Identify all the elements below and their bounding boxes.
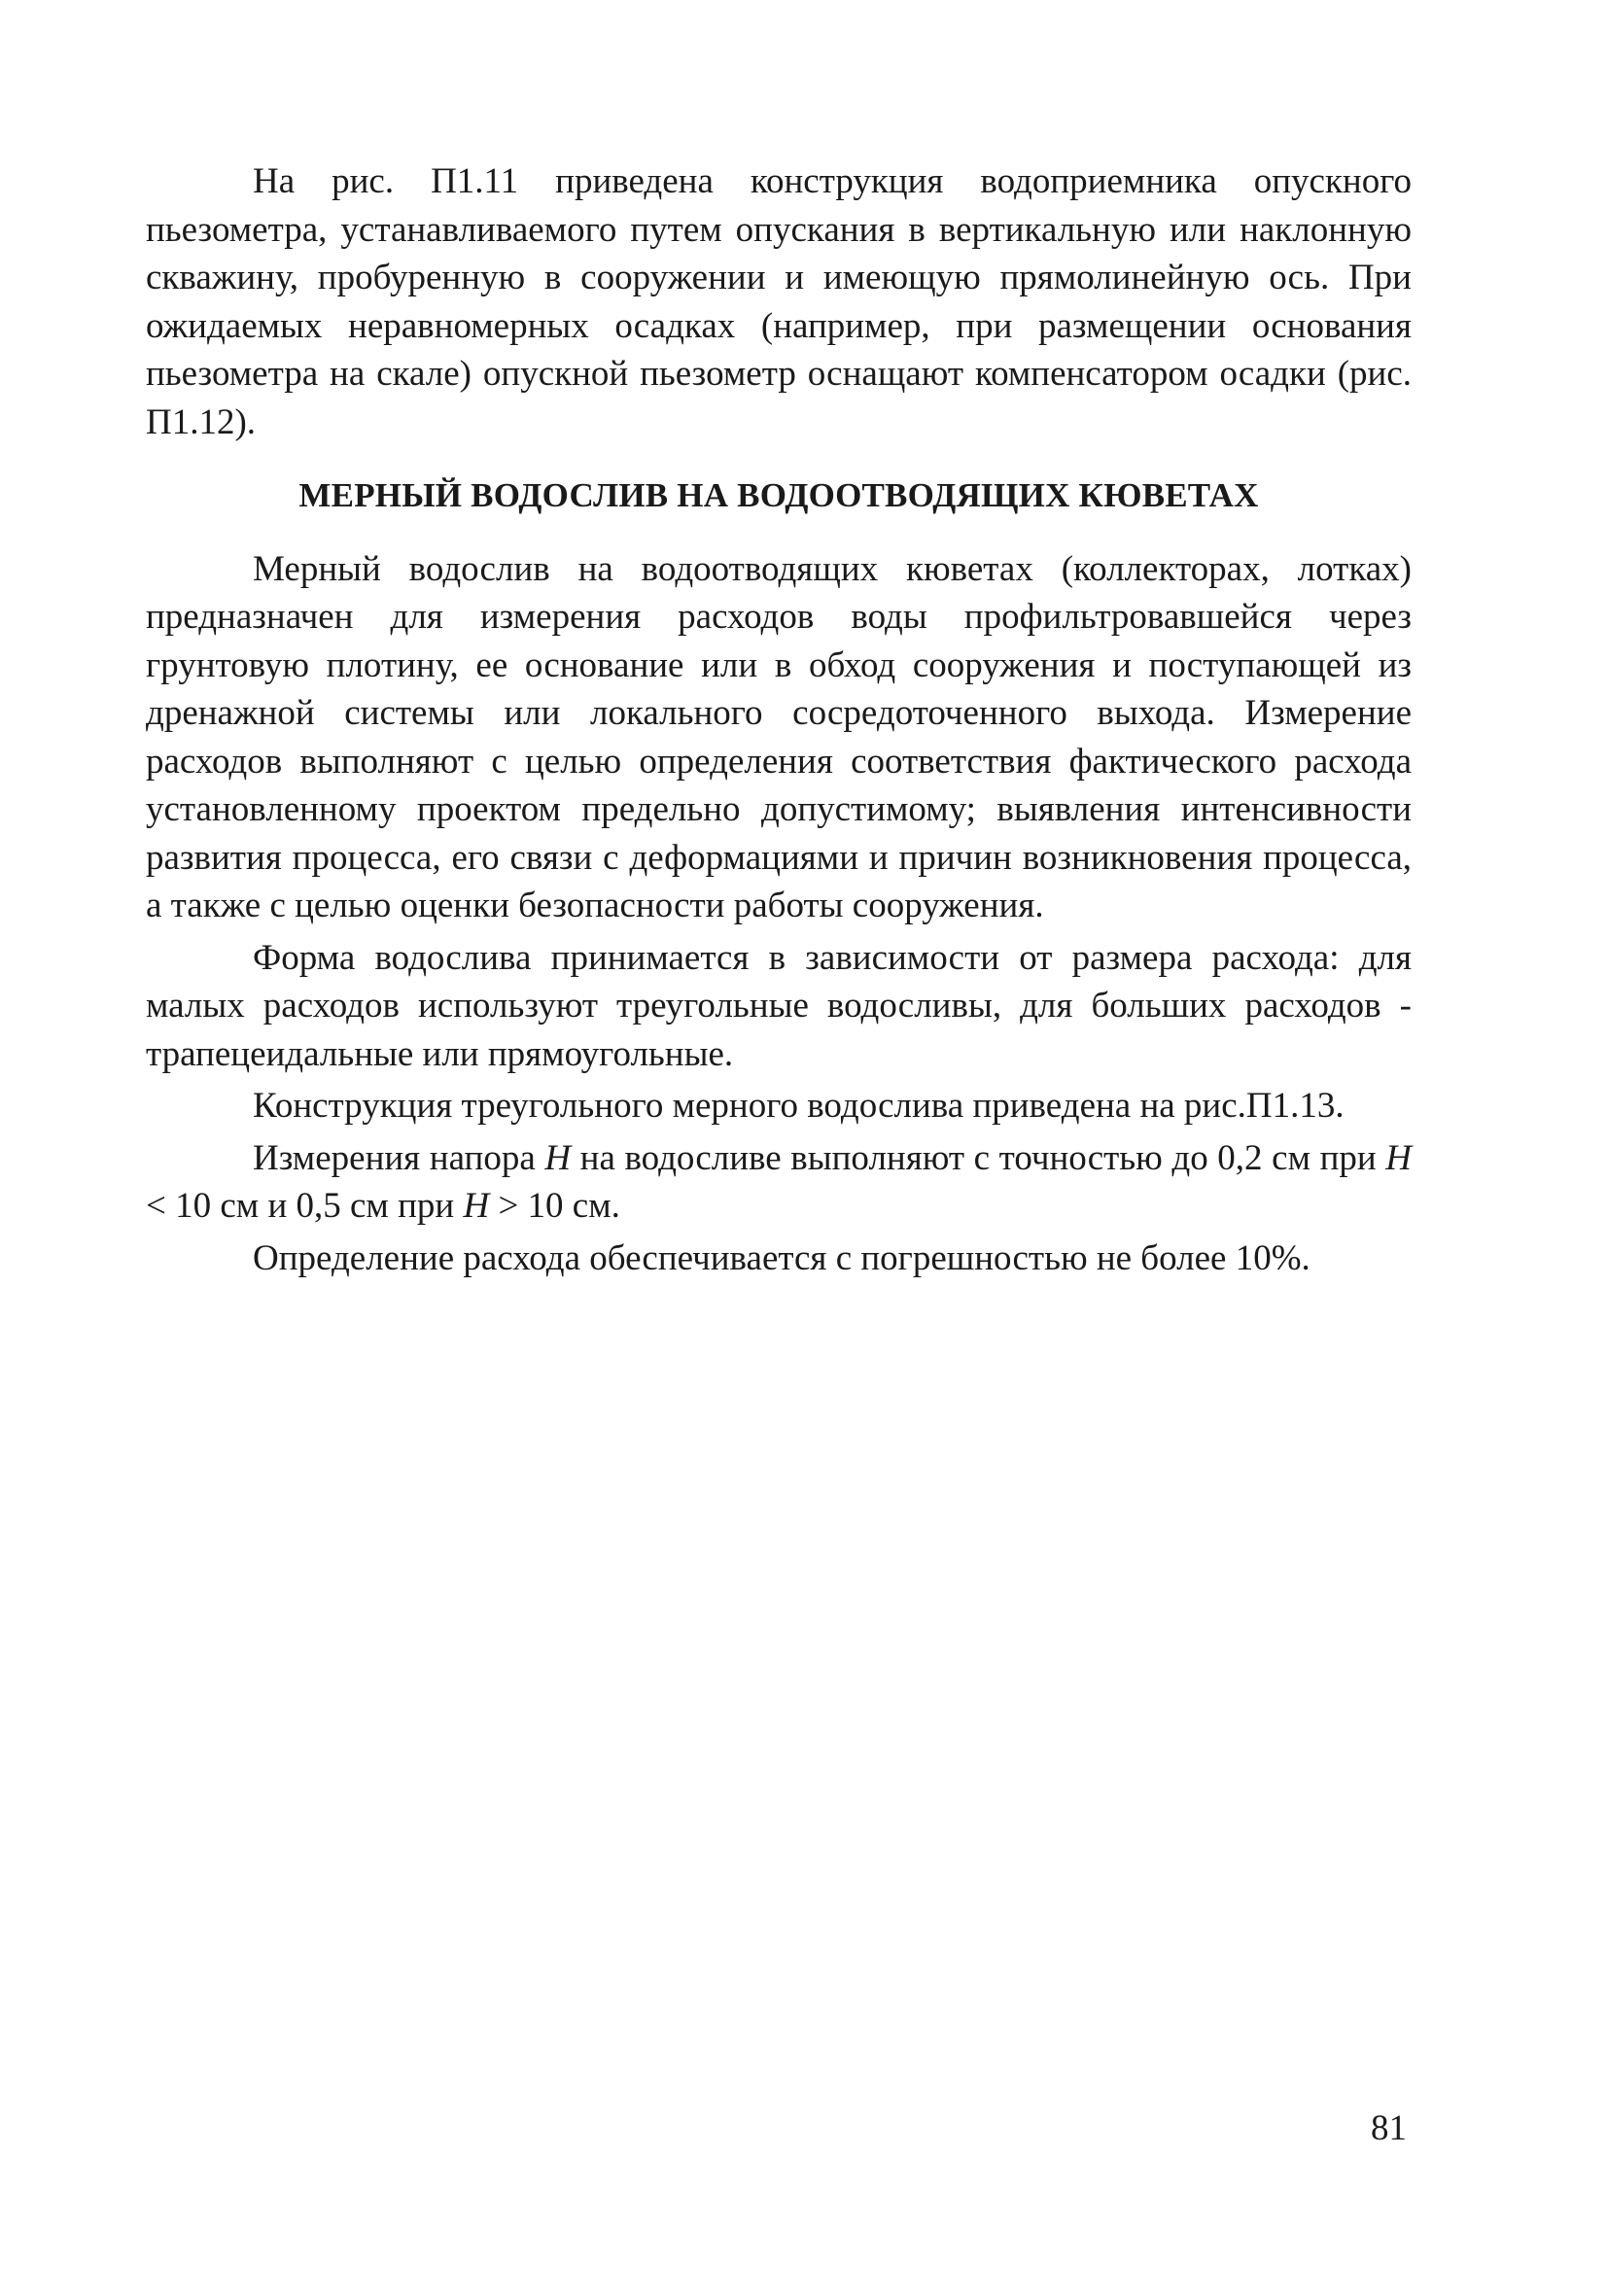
text-span: на водосливе выполняют с точностью до 0,2 см при xyxy=(571,1137,1386,1178)
head-accuracy-paragraph xyxy=(146,1134,1412,1231)
text-span: Измерения напора xyxy=(253,1137,545,1178)
document-page xyxy=(146,157,1412,1282)
text-span: < 10 см и 0,5 см при xyxy=(146,1186,464,1226)
body-paragraph: Форма водослива принимается в зависимости от размера расхода: для малых расходов используют треугольные водосливы, для больших расходов - трапецеидальные или прямоугольные. xyxy=(146,937,1412,1074)
page-number: 81 xyxy=(1371,2108,1407,2148)
body-paragraph: Конструкция треугольного мерного водослива приведена на рис.П1.13. xyxy=(253,1086,1345,1126)
body-paragraph: Мерный водослив на водоотводящих кюветах (коллекторах, лотках) предназначен для измерения расходов воды профильтровавшейся через грунтовую плотину, ее основание или в обход сооружения и поступающей из дренажной системы или локального сосредоточенного выхода. Измерение расходов выполняют с целью определения соответствия фактического расхода установленному проектом предельно допустимому; выявления интенсивности развития процесса, его связи с деформациями и причин возникновения процесса, а также с целью оценки безопасности работы сооружения. xyxy=(146,548,1412,925)
text-span: > 10 см. xyxy=(489,1186,620,1226)
variable-h: H xyxy=(1385,1137,1412,1178)
intro-paragraph: На рис. П1.11 приведена конструкция водоприемника опускного пьезометра, устанавливаемого путем опускания в вертикальную или наклонную скважину, пробуренную в сооружении и имеющую прямолинейную ось. При ожидаемых неравномерных осадках (например, при размещении основания пьезометра на скале) опускной пьезометр оснащают компенсатором осадки (рис. П1.12). xyxy=(146,161,1412,442)
variable-h: H xyxy=(544,1137,572,1178)
variable-h: H xyxy=(463,1186,490,1226)
section-heading: МЕРНЫЙ ВОДОСЛИВ НА ВОДООТВОДЯЩИХ КЮВЕТАХ xyxy=(298,476,1259,514)
last-paragraph: Определение расхода обеспечивается с погрешностью не более 10%. xyxy=(253,1237,1310,1278)
